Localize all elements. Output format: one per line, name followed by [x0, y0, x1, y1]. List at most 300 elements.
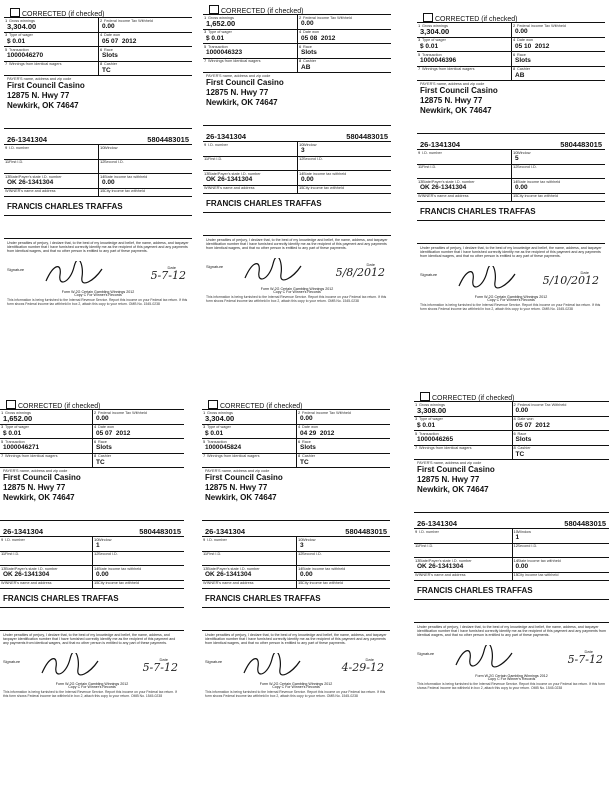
box-label: First I.D. — [5, 552, 20, 556]
box-label: Federal income Tax Withheld — [303, 15, 352, 20]
box-label: State/Payer's state I.D. number — [208, 171, 261, 176]
box-label: Federal income Tax Withheld — [302, 410, 351, 415]
box-9-id — [202, 537, 297, 551]
box-label: Gross winnings — [5, 410, 31, 415]
payer-address: 12875 N. Hwy 77 — [206, 87, 269, 97]
box-label: WINNER's name and address — [1, 581, 52, 585]
cashier-value: AB — [301, 63, 311, 71]
date-value: 04 29 2012 — [300, 429, 335, 437]
box-label: State income tax withheld — [303, 171, 347, 176]
winner-address-blank — [203, 213, 391, 236]
transaction-value: 1000046323 — [206, 49, 243, 57]
box-label: City income tax withheld — [302, 581, 343, 585]
perjury-statement — [203, 236, 391, 288]
box-label: WINNER's name and address — [5, 189, 56, 193]
box-12-second-id — [298, 157, 392, 171]
box-number: 2 — [298, 410, 301, 415]
box-7-identical — [0, 454, 93, 468]
wager-value: $ 0.01 — [7, 37, 26, 45]
box-number: 11 — [204, 156, 209, 161]
wager-value: $ 0.01 — [206, 34, 225, 42]
form-year: 2012 — [539, 294, 548, 299]
payer-name: First Council Casino — [420, 85, 498, 95]
date-value: 05 10 2012 — [515, 42, 550, 50]
w2g-form — [202, 400, 390, 785]
wager-value: $ 0.01 — [417, 421, 436, 429]
box-number: 15 — [298, 580, 303, 585]
box-label: Type of wager — [9, 33, 33, 37]
box-number: 13 — [203, 566, 208, 571]
winner-name: FRANCIS CHARLES TRAFFAS — [3, 593, 119, 603]
federal-value: 0.00 — [102, 23, 115, 31]
box-label: Race — [302, 439, 311, 444]
box-label: City income tax withheld — [98, 581, 139, 585]
box-label: Window — [517, 150, 531, 155]
payer-telephone: 5804483015 — [345, 527, 387, 537]
footnote — [202, 690, 390, 698]
payer-fed-id: 26-1341304 — [417, 519, 458, 529]
payer-block — [0, 468, 184, 521]
payer-caption: PAYER'S name, address and zip code — [3, 469, 68, 473]
box-number: 13 — [418, 179, 423, 184]
box-label: Transaction — [419, 431, 439, 436]
box-number: 2 — [100, 18, 103, 23]
omb-number: OMB No. 1545-0238 — [541, 307, 573, 312]
date-value: 05 07 2012 — [96, 429, 131, 437]
perjury-text: Under penalties of perjury, I declare that, to the best of my knowledge and belief, the name, address, and taxpayer identification number that I have furnished correctly identify me as the recipient of this payment and any payments from identical wagers, and that no other person is entitled to any part of these payments. — [206, 237, 388, 251]
box-number: 3 — [1, 424, 4, 429]
copy-label: Copy C For Winner's Records — [272, 685, 320, 690]
perjury-text: Under penalties of perjury, I declare that, to the best of my knowledge and belief, the name, address, and taxpayer identification number that I have furnished correctly identify me as the recipient of this payment and any payments from identical wagers, and that no other person is entitled to any part of these payments. — [3, 632, 176, 646]
box-7-identical — [4, 62, 99, 76]
box-number: 12 — [94, 551, 99, 556]
box-4-date — [297, 425, 391, 439]
date-value: 05 07 2012 — [515, 421, 550, 429]
payer-name: First Council Casino — [417, 464, 495, 474]
date-label: Date — [365, 656, 374, 662]
footnote-text: This information is being furnished to the Internal Revenue Service. Report this income on your Federal tax return. If this form shows Federal income tax withheld in box 2, attach this copy to your return. — [205, 690, 386, 699]
box-label: Second I.D. — [517, 544, 538, 548]
winner-address-blank — [0, 608, 184, 631]
payer-city: Newkirk, OK 74647 — [417, 484, 489, 494]
box-6-race — [93, 439, 185, 453]
payer-address: 12875 N. Hwy 77 — [3, 482, 66, 492]
corrected-checkbox[interactable] — [209, 5, 219, 14]
box-7-identical — [203, 59, 298, 73]
winnings-value: 1,652.00 — [3, 414, 33, 424]
box-10-window — [93, 537, 185, 551]
box-number: 9 — [203, 537, 206, 542]
box-11-first-id — [4, 160, 99, 174]
corrected-checkbox[interactable] — [208, 400, 218, 409]
box-number: 7 — [1, 453, 4, 458]
box-11-first-id — [0, 552, 93, 566]
signature-label: Signature — [205, 658, 223, 664]
box-label: WINNER's name and address — [204, 186, 255, 190]
box-11-first-id — [414, 544, 513, 558]
form-id: Form W-2G Certain Gambling Winnings — [61, 289, 126, 294]
box-number: 8 — [299, 58, 302, 63]
box-label: I.D. number — [208, 142, 228, 147]
box-label: Second I.D. — [98, 552, 118, 556]
box-label: Type of wager — [422, 38, 446, 42]
cashier-value: AB — [515, 71, 525, 79]
box-5-transaction — [417, 52, 512, 66]
box-label: First I.D. — [9, 160, 24, 164]
payer-city: Newkirk, OK 74647 — [205, 492, 277, 502]
winner-label-cell — [203, 186, 298, 193]
race-value: Slots — [300, 444, 316, 452]
federal-value: 0.00 — [515, 28, 528, 36]
box-label: City income tax withheld — [303, 186, 344, 190]
box-15-city-tax — [99, 189, 193, 196]
box-number: 11 — [1, 551, 6, 556]
cashier-value: TC — [515, 450, 525, 458]
box-number: 10 — [513, 529, 518, 534]
box-number: 13 — [1, 566, 6, 571]
box-label: Race — [303, 44, 312, 49]
state-tax-value: 0.00 — [300, 571, 313, 579]
box-number: 4 — [94, 424, 97, 429]
form-id: Form W-2G Certain Gambling Winnings — [260, 286, 325, 291]
corrected-label: CORRECTED (if checked) — [221, 8, 304, 15]
box-label: City income tax withheld — [104, 189, 145, 193]
box-6-race — [297, 439, 391, 453]
box-number: 1 — [418, 23, 421, 28]
box-10-window — [297, 537, 391, 551]
box-4-date — [298, 30, 392, 44]
payer-fed-id: 26-1341304 — [205, 527, 246, 537]
race-value: Slots — [515, 57, 531, 65]
perjury-text: Under penalties of perjury, I declare that, to the best of my knowledge and belief, the name, address, and taxpayer identification number that I have furnished correctly identify me as the recipient of this payment and any payments from identical wagers, and that no other person is entitled to any part of these payments. — [205, 632, 387, 646]
box-1-winnings — [203, 15, 298, 29]
box-number: 6 — [513, 431, 516, 436]
perjury-text: Under penalties of perjury, I declare that, to the best of my knowledge and belief, the name, address, and taxpayer identification number that I have furnished correctly identify me as the recipient of this payment and any payments from identical wagers, and that no other person is entitled to any part of these payments. — [420, 245, 602, 259]
box-number: 3 — [418, 37, 421, 42]
race-value: Slots — [515, 436, 532, 444]
payer-caption: PAYER'S name, address and zip code — [420, 82, 485, 86]
perjury-text: Under penalties of perjury, I declare that, to the best of my knowledge and belief, the name, address, and taxpayer identification number that I have furnished correctly identify me as the recipient of this payment and any payments from identical wagers, and that no other person is entitled to any part of these payments. — [417, 624, 606, 638]
box-number: 12 — [513, 164, 518, 169]
box-number: 9 — [5, 145, 8, 150]
box-number: 5 — [204, 44, 207, 49]
box-label: Second I.D. — [303, 157, 323, 161]
box-label: Window — [98, 537, 112, 542]
box-15-city-tax — [297, 581, 391, 588]
box-12-second-id — [93, 552, 185, 566]
box-13-state-id — [417, 179, 512, 193]
box-label: State income tax withheld — [517, 179, 561, 184]
box-label: Date won — [517, 417, 534, 421]
box-label: Cashier — [104, 62, 118, 66]
payer-fed-id: 26-1341304 — [3, 527, 44, 537]
box-number: 2 — [94, 410, 97, 415]
box-8-cashier — [93, 454, 185, 468]
box-number: 14 — [513, 179, 518, 184]
date-label: Date — [580, 269, 589, 275]
box-14-state-tax — [99, 174, 193, 188]
box-number: 11 — [415, 543, 420, 548]
form-year: 2012 — [324, 681, 333, 686]
box-label: City income tax withheld — [517, 194, 558, 198]
box-number: 3 — [204, 29, 207, 34]
box-number: 4 — [513, 416, 516, 421]
signature-scribble-icon — [457, 266, 517, 290]
box-7-identical — [202, 454, 297, 468]
box-label: City income tax withheld — [517, 573, 559, 577]
box-12-second-id — [99, 160, 193, 174]
box-14-state-tax — [93, 566, 185, 580]
box-13-state-id — [0, 566, 93, 580]
state-id-value: OK 26-1341304 — [205, 571, 252, 579]
box-label: State income tax withheld — [517, 558, 561, 563]
box-6-race — [99, 47, 193, 61]
signature-label: Signature — [3, 658, 21, 664]
box-number: 8 — [513, 445, 516, 450]
footnote-text: This information is being furnished to the Internal Revenue Service. Report this income on your Federal tax return. If this form shows Federal income tax withheld in box 2, attach this copy to your return. — [417, 682, 605, 691]
box-5-transaction — [202, 439, 297, 453]
box-11-first-id — [202, 552, 297, 566]
signature-scribble-icon — [454, 645, 514, 669]
box-number: 9 — [415, 529, 418, 534]
signature-date: 5/10/2012 — [542, 273, 599, 287]
box-label: Federal income Tax Withheld — [517, 402, 567, 407]
race-value: Slots — [301, 49, 317, 57]
box-4-date — [512, 38, 606, 52]
winner-name-block — [417, 202, 605, 221]
perjury-statement — [4, 239, 192, 291]
w2g-form — [0, 400, 184, 785]
winner-address-blank — [414, 600, 609, 623]
winner-name-block — [414, 581, 609, 600]
box-label: State/Payer's state I.D. number — [207, 566, 260, 571]
box-label: Cashier — [303, 59, 317, 63]
corrected-checkbox[interactable] — [423, 13, 433, 22]
box-number: 5 — [203, 439, 206, 444]
box-number: 5 — [5, 47, 8, 52]
state-id-value: OK 26-1341304 — [3, 571, 50, 579]
box-label: Second I.D. — [104, 160, 124, 164]
date-label: Date — [584, 648, 593, 654]
box-6-race — [512, 52, 606, 66]
winnings-value: 3,304.00 — [7, 22, 37, 32]
signature-label: Signature — [417, 650, 435, 656]
box-13-state-id — [203, 171, 298, 185]
signature-label: Signature — [206, 263, 224, 269]
payer-telephone: 5804483015 — [346, 132, 388, 142]
box-number: 14 — [513, 558, 518, 563]
box-2-federal — [512, 23, 606, 37]
perjury-statement — [417, 244, 605, 296]
box-label: State/Payer's state I.D. number — [422, 179, 475, 184]
form-year: 2012 — [126, 289, 135, 294]
box-label: Cashier — [517, 67, 531, 71]
box-2-federal — [298, 15, 392, 29]
payer-city: Newkirk, OK 74647 — [7, 100, 79, 110]
box-label: Gross winnings — [9, 18, 35, 23]
box-label: Window — [302, 537, 316, 542]
box-4-date — [93, 425, 185, 439]
box-number: 10 — [100, 145, 105, 150]
perjury-statement — [202, 631, 390, 683]
box-number: 7 — [5, 61, 8, 66]
box-1-winnings — [417, 23, 512, 37]
payer-tin-row — [4, 129, 192, 145]
box-label: Winnings from identical wagers — [419, 446, 472, 450]
box-label: Second I.D. — [517, 165, 537, 169]
omb-number: OMB No. 1545-0238 — [326, 694, 358, 699]
cashier-value: TC — [102, 66, 111, 74]
box-number: 12 — [100, 159, 105, 164]
corrected-checkbox[interactable] — [420, 392, 430, 401]
winnings-value: 1,652.00 — [206, 19, 236, 29]
box-8-cashier — [297, 454, 391, 468]
box-14-state-tax — [298, 171, 392, 185]
box-10-window — [513, 529, 611, 543]
box-number: 12 — [513, 543, 518, 548]
state-tax-value: 0.00 — [102, 179, 115, 187]
box-label: Cashier — [517, 446, 531, 450]
payer-tin-row — [203, 126, 391, 142]
box-label: Race — [517, 52, 526, 57]
box-number: 6 — [298, 439, 301, 444]
window-value: 1 — [515, 534, 520, 542]
copy-label: Copy C For Winner's Records — [487, 677, 536, 682]
winner-label-cell — [414, 573, 513, 580]
box-label: Type of wager — [207, 425, 231, 429]
box-label: First I.D. — [207, 552, 222, 556]
signature-scribble-icon — [242, 653, 302, 677]
payer-name: First Council Casino — [205, 472, 283, 482]
federal-value: 0.00 — [301, 20, 314, 28]
perjury-statement — [414, 623, 609, 675]
box-13-state-id — [4, 174, 99, 188]
box-3-wager — [414, 417, 513, 431]
box-10-window — [99, 145, 193, 159]
box-3-wager — [202, 425, 297, 439]
wager-value: $ 0.01 — [420, 42, 439, 50]
box-number: 3 — [5, 32, 8, 37]
box-number: 2 — [299, 15, 302, 20]
box-8-cashier — [298, 59, 392, 73]
state-tax-value: 0.00 — [515, 563, 529, 571]
box-4-date — [513, 417, 611, 431]
box-2-federal — [297, 410, 391, 424]
date-label: Date — [167, 264, 176, 270]
window-value: 3 — [300, 542, 304, 550]
payer-address: 12875 N. Hwy 77 — [420, 95, 483, 105]
box-number: 14 — [94, 566, 99, 571]
winnings-value: 3,304.00 — [420, 27, 450, 37]
box-number: 15 — [299, 185, 304, 190]
winner-address-blank — [417, 221, 605, 244]
state-tax-value: 0.00 — [301, 176, 314, 184]
box-label: Window — [303, 142, 317, 147]
box-number: 4 — [298, 424, 301, 429]
box-label: WINNER's name and address — [415, 573, 466, 577]
box-number: 8 — [94, 453, 97, 458]
box-label: Transaction — [5, 439, 25, 444]
box-label: First I.D. — [419, 544, 434, 548]
corrected-checkbox[interactable] — [10, 8, 20, 17]
footnote-text: This information is being furnished to the Internal Revenue Service. Report this income on your Federal tax return. If this form shows Federal income tax withheld in box 2, attach this copy to your return. — [3, 690, 177, 699]
box-number: 1 — [204, 15, 207, 20]
box-number: 15 — [513, 572, 518, 577]
race-value: Slots — [96, 444, 112, 452]
signature-scribble-icon — [243, 258, 303, 282]
box-label: I.D. number — [422, 150, 442, 155]
winner-label-cell — [4, 189, 99, 196]
winner-name: FRANCIS CHARLES TRAFFAS — [205, 593, 321, 603]
box-15-city-tax — [512, 194, 606, 201]
box-number: 10 — [298, 537, 303, 542]
box-14-state-tax — [512, 179, 606, 193]
box-9-id — [414, 529, 513, 543]
signature-label: Signature — [7, 266, 25, 272]
box-label: Type of wager — [419, 417, 443, 421]
transaction-value: 1000046396 — [420, 57, 457, 65]
box-10-window — [298, 142, 392, 156]
signature-label: Signature — [420, 271, 438, 277]
box-number: 12 — [299, 156, 304, 161]
box-label: Federal income Tax Withheld — [104, 18, 153, 23]
payer-tin-row — [0, 521, 184, 537]
box-number: 2 — [513, 23, 516, 28]
box-number: 11 — [203, 551, 208, 556]
state-id-value: OK 26-1341304 — [417, 563, 464, 571]
box-3-wager — [4, 33, 99, 47]
state-id-value: OK 26-1341304 — [7, 179, 54, 187]
box-label: State income tax withheld — [104, 174, 148, 179]
federal-value: 0.00 — [300, 415, 313, 423]
box-number: 3 — [415, 416, 418, 421]
transaction-value: 1000046270 — [7, 52, 44, 60]
corrected-checkbox[interactable] — [6, 400, 16, 409]
signature-scribble-icon — [40, 653, 100, 677]
box-2-federal — [93, 410, 185, 424]
transaction-value: 1000046265 — [417, 436, 454, 444]
corrected-label: CORRECTED (if checked) — [22, 11, 105, 18]
box-3-wager — [0, 425, 93, 439]
payer-address: 12875 N. Hwy 77 — [417, 474, 480, 484]
payer-telephone: 5804483015 — [139, 527, 181, 537]
box-number: 4 — [513, 37, 516, 42]
box-8-cashier — [99, 62, 193, 76]
payer-caption: PAYER'S name, address and zip code — [7, 77, 72, 81]
box-number: 10 — [299, 142, 304, 147]
box-12-second-id — [297, 552, 391, 566]
state-id-value: OK 26-1341304 — [420, 184, 467, 192]
footnote — [0, 690, 184, 698]
box-label: First I.D. — [208, 157, 223, 161]
signature-date: 5-7-12 — [567, 652, 603, 666]
box-number: 8 — [100, 61, 103, 66]
payer-telephone: 5804483015 — [560, 140, 602, 150]
box-number: 10 — [94, 537, 99, 542]
box-label: Winnings from identical wagers — [207, 454, 260, 458]
box-number: 15 — [100, 188, 105, 193]
omb-number: OMB No. 1545-0238 — [130, 694, 163, 699]
box-label: Race — [104, 47, 113, 52]
payer-caption: PAYER'S name, address and zip code — [205, 469, 270, 473]
payer-block — [202, 468, 390, 521]
box-1-winnings — [0, 410, 93, 424]
payer-caption: PAYER'S name, address and zip code — [417, 461, 482, 465]
signature-date: 5/8/2012 — [335, 265, 385, 279]
box-5-transaction — [4, 47, 99, 61]
box-label: Date won — [104, 33, 121, 37]
winnings-value: 3,308.00 — [417, 406, 447, 416]
